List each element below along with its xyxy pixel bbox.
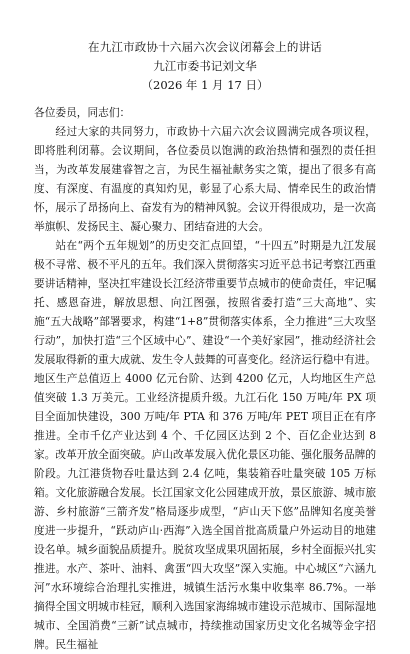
document-title: 在九江市政协十六届六次会议闭幕会上的讲话 [88, 40, 322, 54]
paragraph: 站在“两个五年规划”的历史交汇点回望，“十四五”时期是九江发展极不寻常、极不平凡的五年。我们深入贯彻落实习近平总书记考察江西重要讲话精神，坚决扛牢建设长江经济带重要节点城市的使命责任，牢记嘱托、感恩奋进，解放思想、向江图强，按照省委打造“三大高地”、实施“五大战略”部署要求，构建“1+8”贯彻落实体系，全力推进“三大攻坚行动”，加快打造“三个区域中心”、建设“一个美好家园”，推动经济社会发展取得新的重大成就、发生令人鼓舞的可喜变化。经济运行稳中有进。地区生产总值迈上 4000 亿元台阶、达到 4200 亿元，人均地区生产总值突破 1.3 万美元。工业经济提质升级。九江石化 150 万吨/年 PX 项目全面加快建设，300 万吨/年 PTA 和 376 万吨/年 PET 项目正在有序推进。全市千亿产业达到 4 个、千亿园区达到 2 个、百亿企业达到 8 家。改革开放全面突破。庐山改革发展入优化景区功能、强化服务品牌的阶段。九江港货物吞吐量达到 2.4 亿吨，集装箱吞吐量突破 105 万标箱。文化旅游融合发展。长江国家文化公园建成开放，景区旅游、城市旅游、乡村旅游“三箭齐发”格局逐步成型，“庐山天下悠”品牌知名度美誉度进一步提升，“跃动庐山·西海”入选全国首批高质量户外运动目的地建设名单。城乡面貌品质提升。脱贫攻坚成果巩固拓展，乡村全面振兴扎实推进。水产、茶叶、油料、禽蛋“四大攻坚”深入实施。中心城区“六涵九河”水环境综合治理扎实推进，城镇生活污水集中收集率 86.7%。一举摘得全国文明城市桂冠，顺利入选国家海绵城市建设示范城市、国际湿地城市、全国消费“三新”试点城市，持续推动国家历史文化名城等金字招牌。民生福祉 [34, 239, 377, 651]
document-date: （2026 年 1 月 17 日） [141, 78, 269, 92]
document-author: 九江市委书记刘文华 [153, 59, 257, 73]
greeting: 各位委员，同志们： [34, 106, 131, 119]
document-header [34, 38, 376, 95]
paragraph: 经过大家的共同努力，市政协十六届六次会议圆满完成各项议程，即将胜利闭幕。会议期间，各位委员以饱满的政治热情和强烈的责任担当，为改革发展建睿智之言，为民生福祉献务实之策，提出了很多有高度、有深度、有温度的真知灼见，彰显了心系大局、情牵民生的政治情怀，展示了昂扬向上、奋发有为的精神风貌。会议开得很成功，是一次高举旗帜、发扬民主、凝心聚力、团结奋进的大会。 [34, 125, 377, 233]
